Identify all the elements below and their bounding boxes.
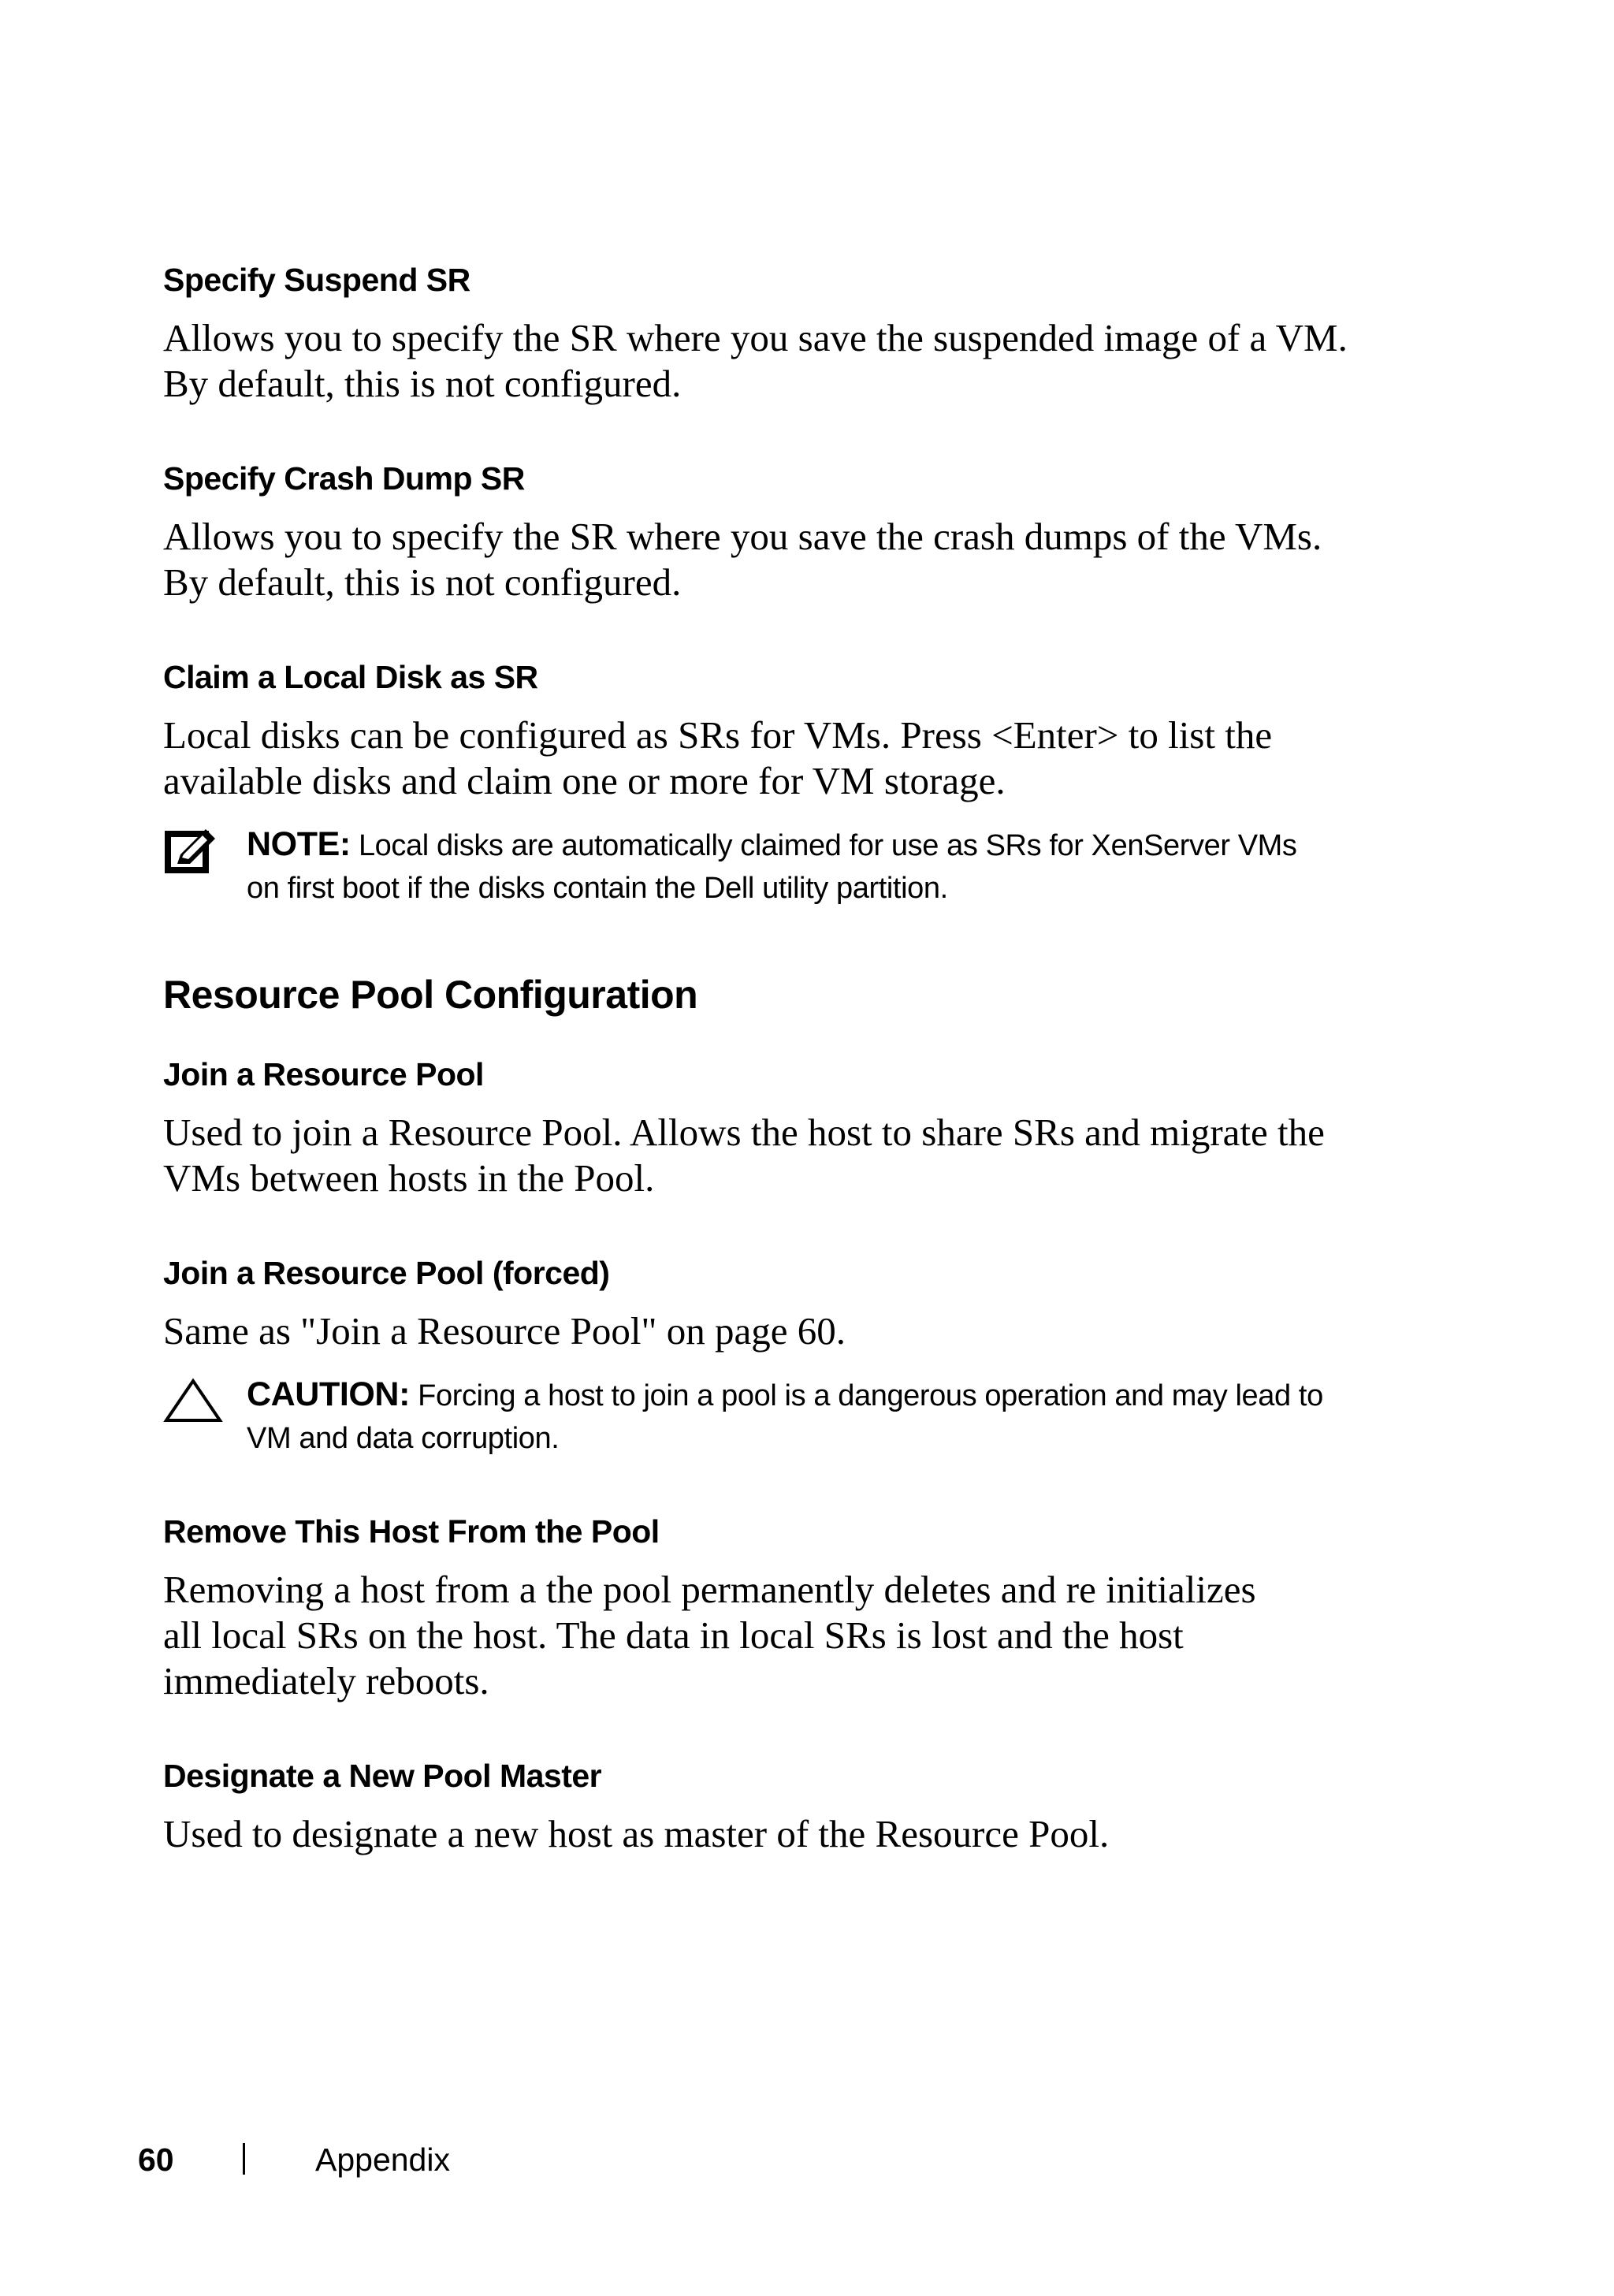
caution-triangle-icon [163,1378,223,1435]
section-heading: Remove This Host From the Pool [163,1513,660,1550]
section-designate-pool-master [163,1756,1393,1857]
body-line: immediately reboots. [163,1659,489,1702]
note-label: NOTE: [247,825,351,863]
body-line: available disks and claim one or more for VM storage. [163,759,1006,802]
section-heading: Specify Suspend SR [163,262,470,298]
note-text: Local disks are automatically claimed for use as SRs for XenServer VMs [350,829,1297,862]
body-line: Removing a host from a the pool permanently deletes and re initializes [163,1568,1256,1611]
section-body [163,1110,1393,1201]
note-text: on first boot if the disks contain the Dell utility partition. [247,872,948,905]
page-number: 60 [138,2142,174,2178]
body-line: By default, this is not configured. [163,560,682,604]
section-body [163,514,1393,605]
caution-box [163,1373,1393,1460]
section-body [163,1811,1393,1857]
section-heading: Claim a Local Disk as SR [163,659,538,695]
section-join-resource-pool [163,1055,1393,1201]
section-body [163,1308,1393,1354]
footer-separator [243,2143,245,2175]
section-specify-crash-dump-sr [163,459,1393,605]
footer-section-name: Appendix [315,2142,450,2178]
section-remove-host [163,1512,1393,1704]
body-line: VMs between hosts in the Pool. [163,1156,655,1200]
note-box [163,823,1393,910]
section-heading: Join a Resource Pool [163,1056,484,1092]
caution-text: Forcing a host to join a pool is a dangerous operation and may lead to [410,1379,1323,1412]
body-line: Local disks can be configured as SRs for VMs. Press <Enter> to list the [163,713,1273,757]
pencil-note-icon [163,828,217,888]
pool-heading: Resource Pool Configuration [163,973,698,1017]
section-heading: Join a Resource Pool (forced) [163,1255,610,1291]
section-join-resource-pool-forced [163,1253,1393,1354]
caution-text: VM and data corruption. [247,1422,560,1455]
section-body [163,315,1393,407]
section-body [163,713,1393,804]
section-heading: Specify Crash Dump SR [163,460,525,497]
section-claim-local-disk [163,657,1393,804]
body-line: Allows you to specify the SR where you save the crash dumps of the VMs. [163,515,1322,558]
caution-label: CAUTION: [247,1375,410,1413]
body-line: Allows you to specify the SR where you save the suspended image of a VM. [163,316,1348,359]
body-line: Used to designate a new host as master of the Resource Pool. [163,1812,1110,1855]
section-heading: Designate a New Pool Master [163,1758,602,1794]
page-content [163,260,1393,1857]
section-body [163,1567,1393,1704]
body-line: By default, this is not configured. [163,362,682,405]
body-line: all local SRs on the host. The data in local SRs is lost and the host [163,1613,1184,1657]
body-line: Used to join a Resource Pool. Allows the host to share SRs and migrate the [163,1111,1325,1154]
body-line: Same as "Join a Resource Pool" on page 60. [163,1309,846,1353]
section-specify-suspend-sr [163,260,1393,407]
